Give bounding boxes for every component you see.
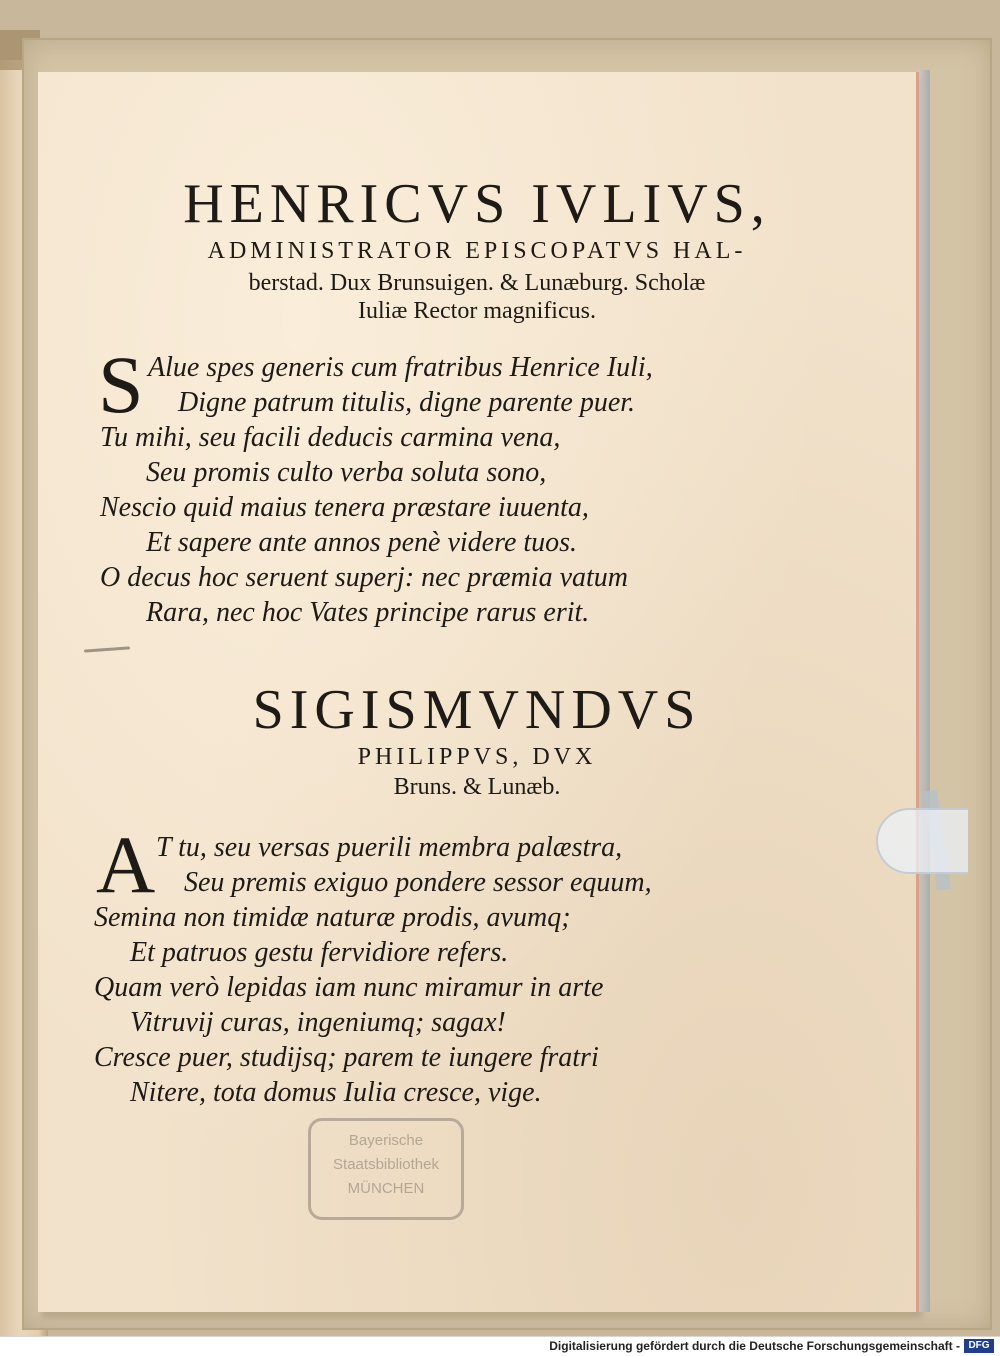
drop-cap-s: S	[98, 339, 144, 430]
poem1-line-4: Seu promis culto verba soluta sono,	[146, 457, 547, 488]
poem2-line-5: Quam verò lepidas iam nunc miramur in arte	[94, 972, 604, 1003]
heading-henricus-subtitle-3: Iuliæ Rector magnificus.	[358, 298, 596, 324]
footer-credit: Digitalisierung gefördert durch die Deutsche Forschungsgemeinschaft -	[549, 1339, 960, 1353]
poem1-line-6: Et sapere ante annos penè videre tuos.	[146, 527, 578, 558]
poem2-line-8: Nitere, tota domus Iulia cresce, vige.	[130, 1077, 542, 1108]
poem1-line-8: Rara, nec hoc Vates principe rarus erit.	[146, 597, 590, 628]
poem1-line-7: O decus hoc seruent superj: nec præmia vatum	[100, 562, 629, 593]
poem1-line-5: Nescio quid maius tenera præstare iuuenta,	[100, 492, 589, 523]
poem2-line-4: Et patruos gestu fervidiore refers.	[130, 937, 509, 968]
heading-henricus-subtitle-1: ADMINISTRATOR EPISCOPATVS HAL-	[207, 238, 747, 264]
heading-sigismundus: SIGISMVNDVS	[252, 679, 702, 741]
poem2-line-6: Vitruvij curas, ingeniumq; sagax!	[130, 1007, 506, 1038]
drop-cap-a: A	[96, 819, 156, 910]
document-page	[38, 72, 919, 1312]
dfg-logo: DFG	[964, 1339, 994, 1353]
page-edge-strip	[918, 70, 930, 1312]
heading-sigismundus-subtitle-2: Bruns. & Lunæb.	[393, 774, 561, 800]
smudge-mark	[84, 646, 130, 652]
poem1-line-1: Alue spes generis cum fratribus Henrice Iuli,	[148, 352, 653, 383]
heading-sigismundus-subtitle-1: PHILIPPVS, DVX	[357, 744, 597, 770]
heading-henricus: HENRICVS IVLIVS,	[183, 173, 771, 235]
library-stamp	[308, 1118, 464, 1220]
page-clip	[876, 808, 968, 874]
poem2-line-3: Semina non timidæ naturæ prodis, avumq;	[94, 902, 571, 933]
poem2-line-7: Cresce puer, studijsq; parem te iungere fratri	[94, 1042, 599, 1073]
stamp-line-3: MÜNCHEN	[347, 1180, 425, 1197]
poem1-line-3: Tu mihi, seu facili deducis carmina vena,	[100, 422, 561, 453]
stamp-line-2: Staatsbibliothek	[333, 1156, 439, 1173]
stamp-line-1: Bayerische	[348, 1132, 424, 1149]
poem1-line-2: Digne patrum titulis, digne parente puer.	[178, 387, 636, 418]
heading-henricus-subtitle-2: berstad. Dux Brunsuigen. & Lunæburg. Scholæ	[248, 270, 706, 296]
page-text	[38, 72, 916, 1312]
poem2-line-2: Seu premis exiguo pondere sessor equum,	[184, 867, 652, 898]
poem2-line-1: T tu, seu versas puerili membra palæstra,	[156, 832, 623, 863]
footer-bar	[0, 1336, 1000, 1356]
